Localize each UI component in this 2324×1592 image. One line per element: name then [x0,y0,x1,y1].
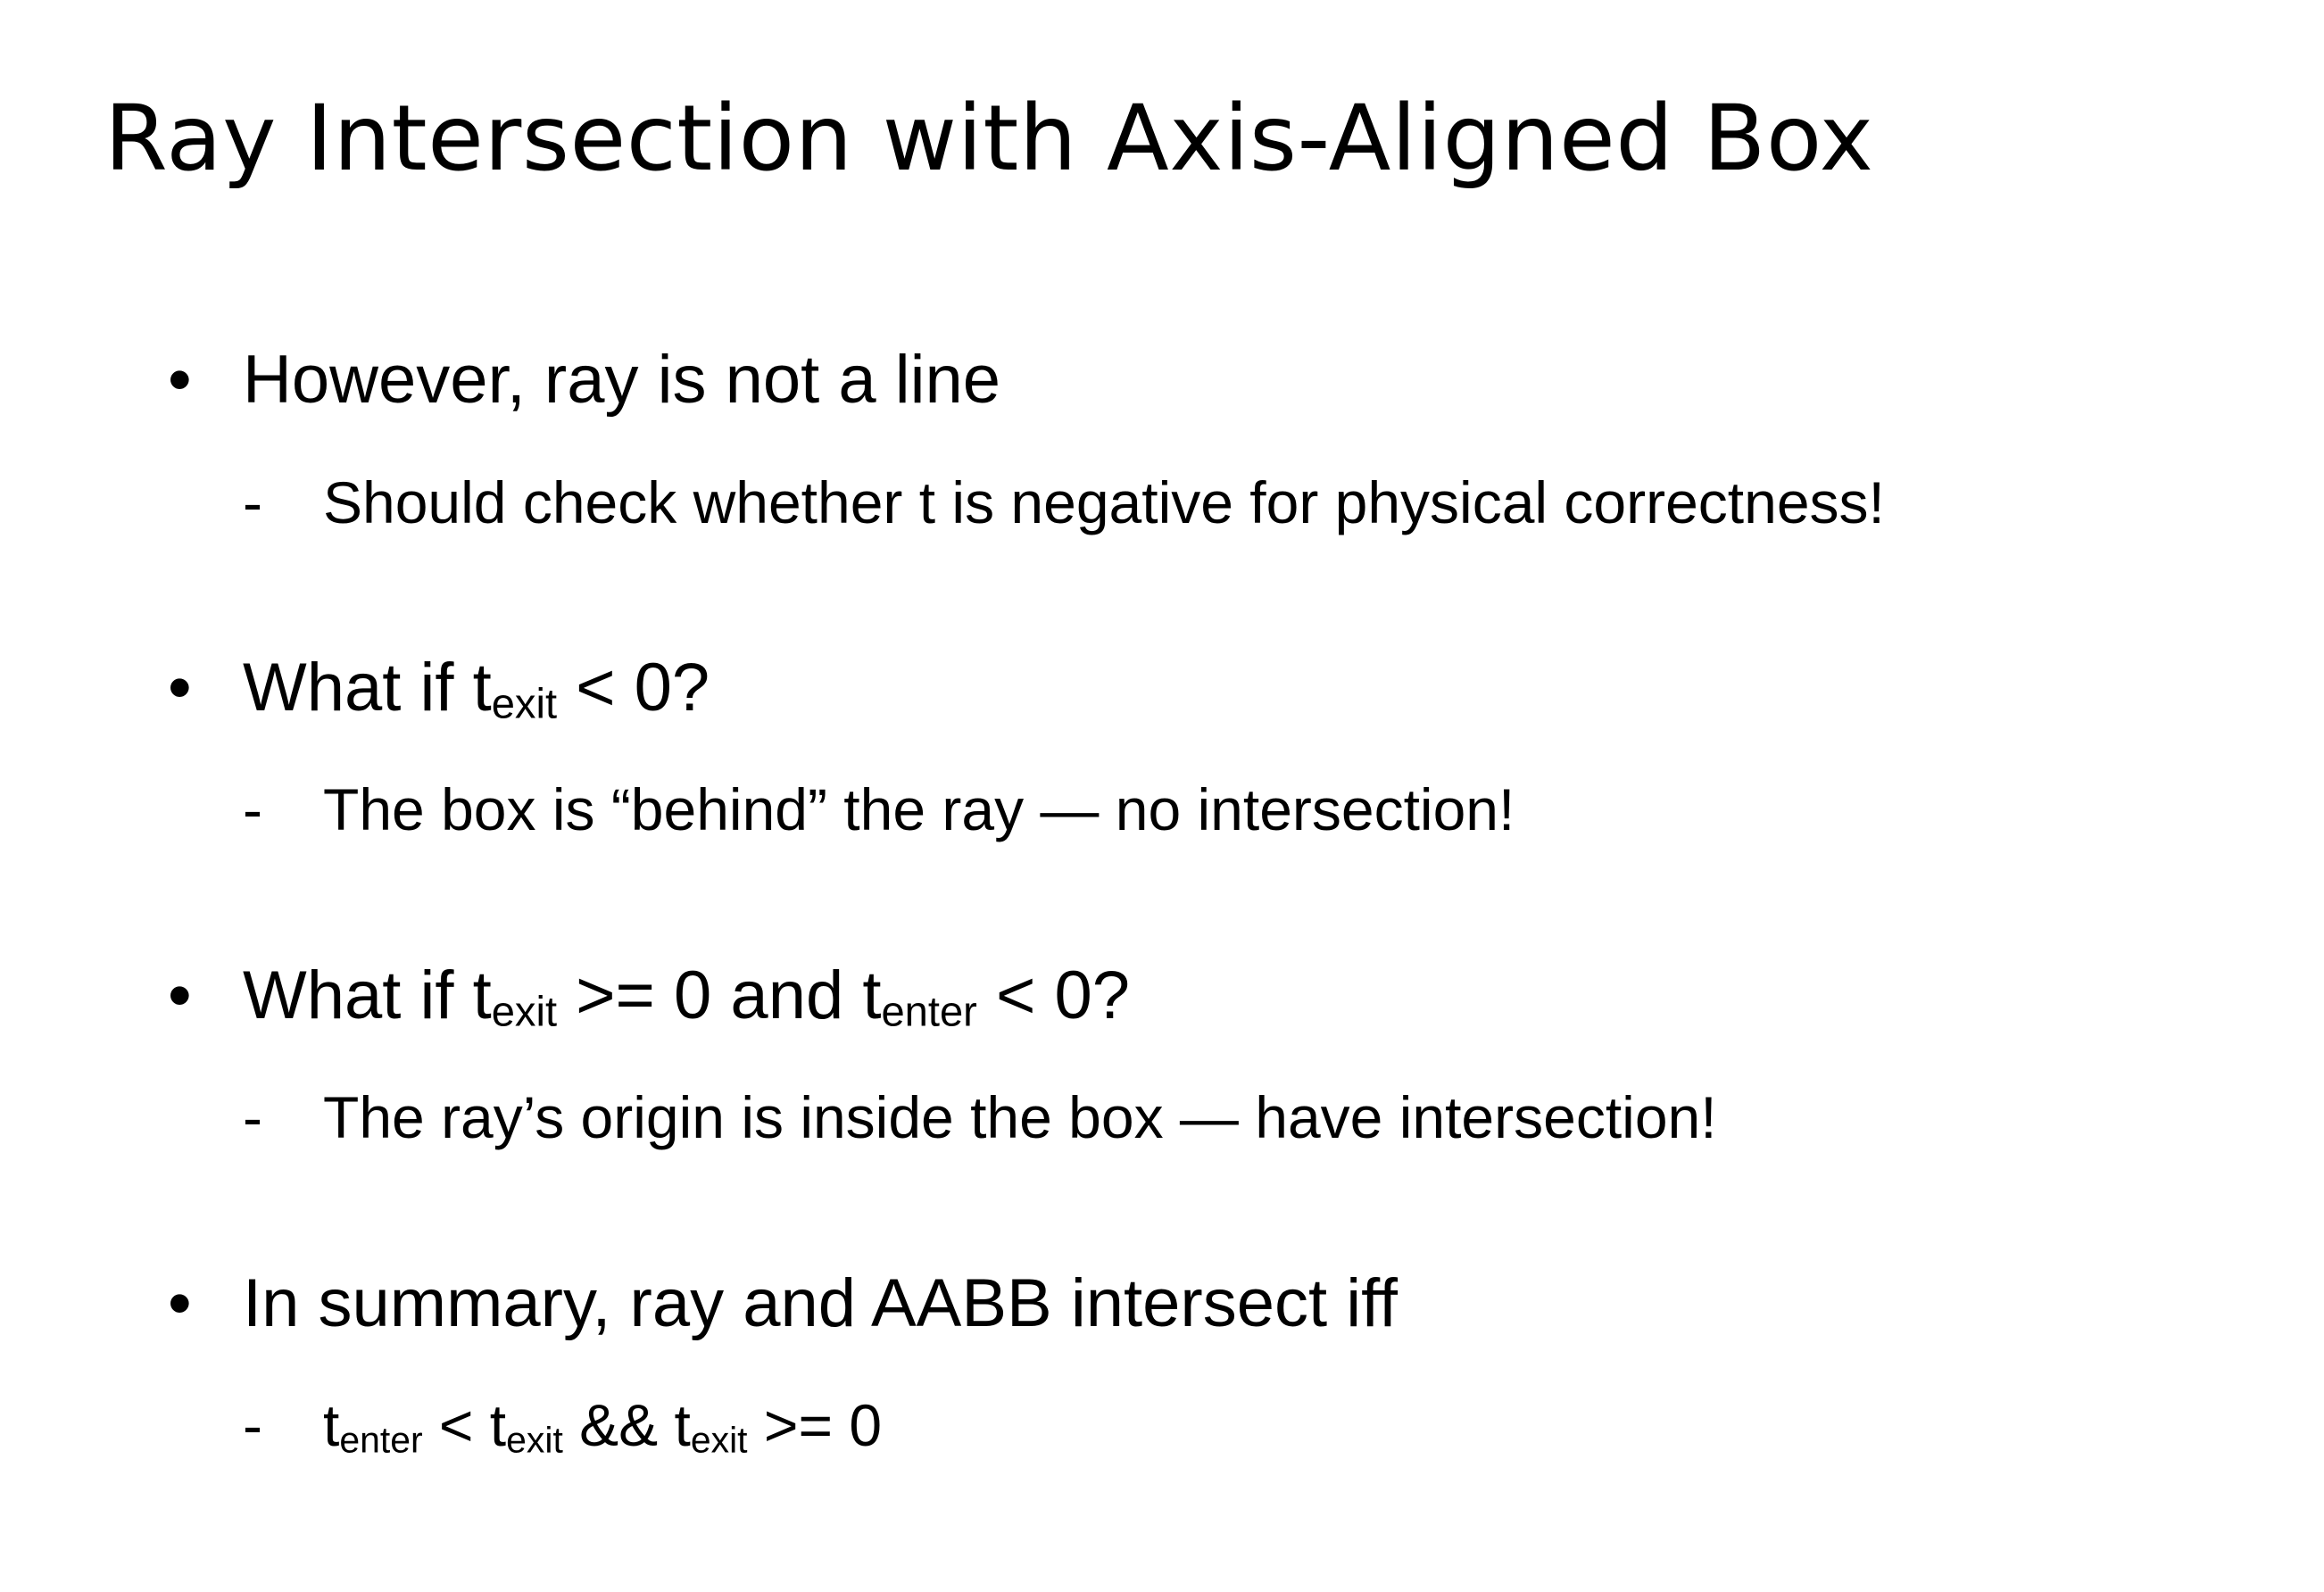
text-fragment: >= 0 [747,1392,883,1458]
text-fragment: >= 0 and t [557,958,882,1033]
subscript: exit [690,1419,748,1461]
bullet-text [243,647,710,728]
bullet-marker: • [168,650,192,726]
text-fragment: < 0? [557,650,710,726]
subscript: exit [491,679,558,727]
text-fragment: && t [562,1392,691,1458]
dash-marker: - [243,1084,262,1150]
bullet-marker: • [168,1265,192,1341]
text-fragment: What if t [243,650,492,726]
dash-marker: - [243,469,262,535]
subscript: exit [491,987,558,1035]
text-fragment: < 0? [976,958,1131,1033]
bullet-marker: • [168,342,192,418]
subscript: enter [339,1419,423,1461]
subscript: exit [506,1419,563,1461]
sub-text: Should check whether t is negative for physical correctness! [323,469,1885,535]
text-fragment: < t [422,1392,507,1458]
bullet-text [243,955,1130,1036]
text-fragment: What if t [243,958,492,1033]
sub-text: The ray’s origin is inside the box — have intersection! [323,1084,1717,1150]
dash-marker: - [243,776,262,842]
dash-marker: - [243,1392,262,1458]
bullet-marker: • [168,958,192,1033]
sub-text-formula [323,1390,882,1461]
slide-title: Ray Intersection with Axis-Aligned Box [104,86,1874,192]
text-fragment: t [323,1392,340,1458]
bullet-text: However, ray is not a line [243,342,1001,418]
subscript: enter [881,987,977,1035]
bullet-text: In summary, ray and AABB intersect iff [243,1265,1398,1341]
sub-text: The box is “behind” the ray — no intersection! [323,776,1515,842]
